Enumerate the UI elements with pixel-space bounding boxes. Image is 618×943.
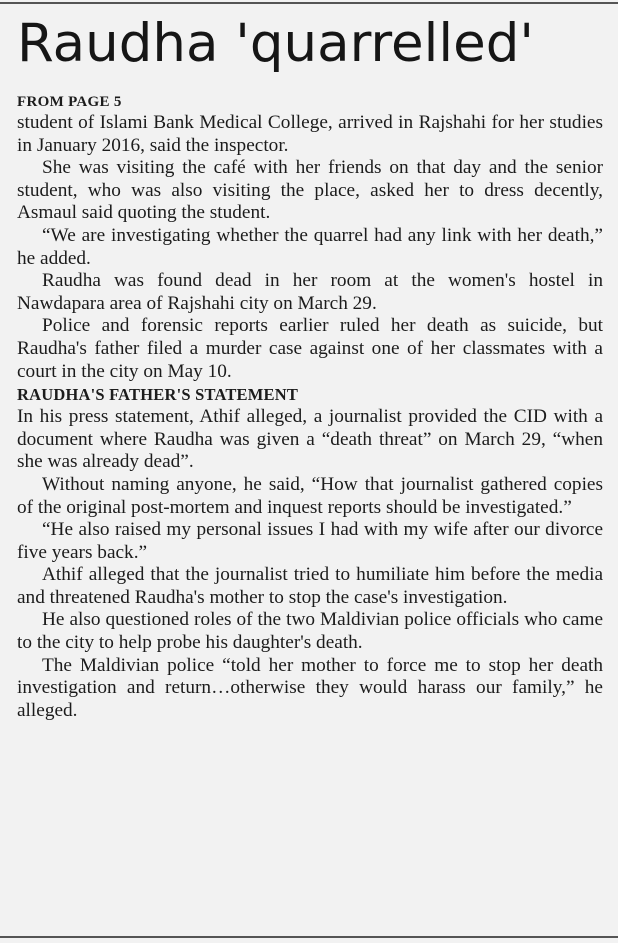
top-rule — [0, 2, 618, 4]
paragraph-continued: student of Islami Bank Medical College, arrived in Rajshahi for her studies in January 2016, said the inspector. — [17, 112, 603, 156]
paragraph: Raudha was found dead in her room at the women's hostel in Nawdapara area of Rajshahi city on March 29. — [17, 270, 603, 314]
article-body — [17, 92, 603, 722]
paragraph: Without naming anyone, he said, “How that journalist gathered copies of the original post-mortem and inquest reports should be investigated.” — [17, 473, 603, 518]
bottom-rule — [0, 936, 618, 938]
paragraph: The Maldivian police “told her mother to force me to stop her death investigation and return…otherwise they would harass our family,” he alleged. — [17, 654, 603, 721]
headline: Raudha 'quarrelled' — [17, 13, 534, 74]
paragraph: Police and forensic reports earlier ruled her death as suicide, but Raudha's father filed a murder case against one of her classmates with a court in the city on May 10. — [17, 315, 603, 382]
paragraph: Athif alleged that the journalist tried to humiliate him before the media and threatened Raudha's mother to stop the case's investigation. — [17, 564, 603, 608]
continuation-kicker: FROM PAGE 5 — [17, 94, 122, 110]
paragraph: In his press statement, Athif alleged, a journalist provided the CID with a document where Raudha was given a “death threat” on March 29, “when she was already dead”. — [17, 406, 603, 473]
section-subhead: RAUDHA'S FATHER'S STATEMENT — [17, 385, 299, 405]
paragraph: “We are investigating whether the quarrel had any link with her death,” he added. — [17, 224, 603, 269]
paragraph: He also questioned roles of the two Maldivian police officials who came to the city to help probe his daughter's death. — [17, 609, 603, 654]
paragraph: “He also raised my personal issues I had with my wife after our divorce five years back.” — [17, 519, 603, 563]
paragraph: She was visiting the café with her friends on that day and the senior student, who was also visiting the place, asked her to dress decently, Asmaul said quoting the student. — [17, 157, 603, 224]
